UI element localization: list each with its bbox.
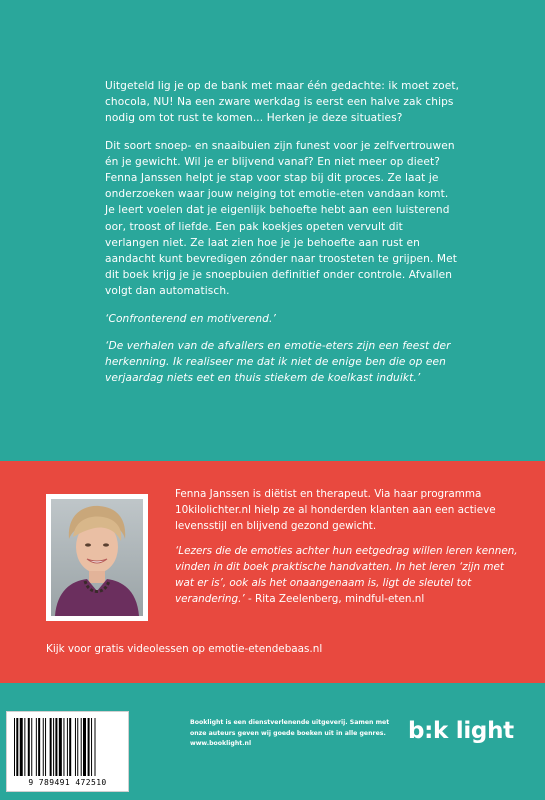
barcode-bar <box>16 718 18 776</box>
barcode-bar <box>75 718 76 776</box>
video-lessons-link: Kijk voor gratis videolessen op emotie-etendebaas.nl <box>46 643 323 655</box>
barcode-bars <box>13 718 124 776</box>
barcode-bar <box>95 718 96 776</box>
book-blurb <box>105 78 460 397</box>
barcode-bar <box>91 718 92 776</box>
barcode-bar <box>43 718 44 776</box>
barcode-bar <box>63 718 64 776</box>
author-bio <box>175 486 520 616</box>
barcode-bar <box>36 718 37 776</box>
isbn-number: 9 789491 472510 <box>28 778 107 787</box>
barcode-bar <box>28 718 30 776</box>
isbn-barcode <box>6 711 129 792</box>
barcode-bar <box>50 718 52 776</box>
publisher-logo: b:k light <box>408 718 514 744</box>
barcode-bar <box>45 718 46 776</box>
blurb-paragraph-2: Dit soort snoep- en snaaibuien zijn funest voor je zelfvertrouwen én je gewicht. Wil je er blijvend vanaf? En niet meer op dieet? Fenna Janssen helpt je stap voor stap bij dit proces. Ze laat je onderzoeken waar jouw neiging tot emotie-eten vandaan komt. Je leert voelen dat je eigenlijk behoefte hebt aan een luisterend oor, troost of liefde. Een pak koekjes opeten vervult dit verlangen niet. Ze laat zien hoe je je behoefte aan rust en aandacht kunt bevredigen zónder naar troosteten te grijpen. Met dit boek krijg je je snoepbuien definitief onder controle. Afvallen volgt dan automatisch. <box>105 139 458 298</box>
barcode-bar <box>31 718 32 776</box>
barcode-bar <box>83 718 86 776</box>
barcode-bar <box>53 718 54 776</box>
barcode-bar <box>55 718 57 776</box>
barcode-bar <box>38 718 40 776</box>
blurb-paragraph-1: Uitgeteld lig je op de bank met maar één gedachte: ik moet zoet, chocola, NU! Na een zware werkdag is eerst een halve zak chips nodig om tot rust te komen... Herken je deze situaties? <box>105 80 460 125</box>
barcode-bar <box>59 718 62 776</box>
barcode-bar <box>77 718 78 776</box>
author-review-quote <box>175 543 520 607</box>
barcode-bar <box>69 718 71 776</box>
review-quote-1: ‘Confronterend en motiverend.’ <box>105 312 276 325</box>
barcode-bar <box>67 718 68 776</box>
publisher-description: Booklight is een dienstverlenende uitgeverij. Samen met onze auteurs geven wij goede boeken uit in alle genres. www.booklight.nl <box>190 719 390 747</box>
barcode-bar <box>88 718 90 776</box>
barcode-bar <box>20 718 23 776</box>
author-portrait-image <box>51 499 143 616</box>
author-photo <box>46 494 148 621</box>
barcode-bar <box>24 718 25 776</box>
barcode-bar <box>81 718 82 776</box>
author-review-attribution: - Rita Zeelenberg, mindful-eten.nl <box>244 593 425 605</box>
author-review-quote-text: ‘Lezers die de emoties achter hun eetgedrag willen leren kennen, vinden in dit boek praktische handvatten. In het leren ‘zijn met wat er is’, ook als het onaangenaam is, ligt de sleutel tot verandering.’ <box>175 545 518 605</box>
review-quote-2: ‘De verhalen van de afvallers en emotie-eters zijn een feest der herkenning. Ik realiseer me dat ik niet de enige ben die op een verjaardag niets eet en thuis stiekem de koelkast induikt.’ <box>105 339 451 385</box>
barcode-bar <box>14 718 15 776</box>
author-bio-text: Fenna Janssen is diëtist en therapeut. Via haar programma 10kilolichter.nl hielp ze al honderden klanten aan een actieve levensstijl en blijvend gezond gewicht. <box>175 488 496 532</box>
